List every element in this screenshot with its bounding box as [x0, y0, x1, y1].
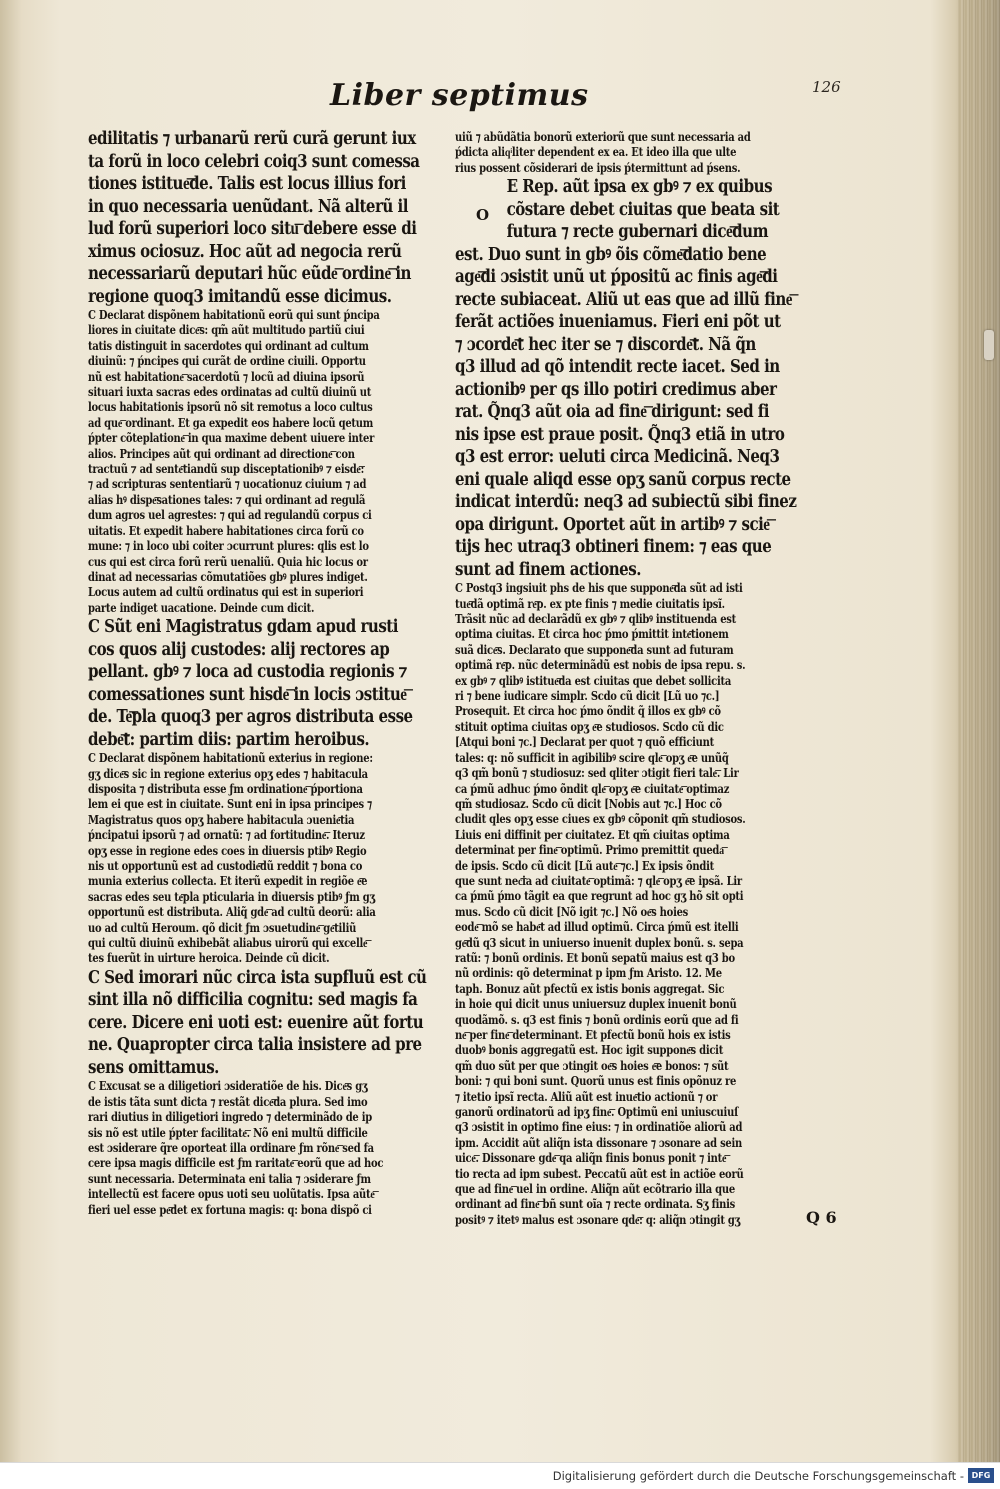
text-line: rius possent cõsiderari de ipsis ṕtermittunt ad ṕsens. [455, 160, 741, 175]
text-line: est ɔsiderare q̃re oporteat illa ordinare ƒm rõne͞ sed fa [88, 1140, 374, 1155]
text-line: uice͞. Dissonare gde͞ qa aliq̃n finis bonus ponit ⁊ inte͞ [455, 1151, 727, 1166]
text-line: C Declarat dispõnem habitationũ eorũ qui sunt ṕncipa [88, 308, 380, 322]
text-line: age͞di ɔsistit unũ ut ṕpositũ ac finis age͞di [455, 267, 778, 288]
text-line: optima ciuitas. Et circa hoc ṕmo ṕmittit inte͞tionem [455, 627, 729, 642]
text-line: de istis tãta sunt dicta ⁊ restãt dice͞da plura. Sed imo [88, 1094, 368, 1109]
text-line: tatis distinguit in sacerdotes qui ordinant ad cultum [88, 338, 369, 353]
text-line: E Rep. aũt ipsa ex gbꝰ ⁊ ex quibus [506, 177, 773, 198]
text-line: ratũ: ⁊ bonũ ordinis. Et bonũ sepatũ maius est q3 bo [455, 950, 735, 965]
text-line: cõstare debet ciuitas que beata sit [506, 199, 780, 220]
page-clip [984, 330, 994, 360]
text-line: positꝰ ⁊ itetꝰ malus est ɔsonare qde͞: q: aliq̃n ɔtingit gʒ [455, 1212, 741, 1227]
text-line: ṕdicta aliqͥliter dependent ex ea. Et ideo illa que ulte [455, 145, 737, 160]
text-line: rari diutius in diligetiori ingredo ⁊ determinãdo de ip [88, 1110, 373, 1125]
text-line: cludit qles opʒ esse ciues ex gbꝰ cõponit qm̃ studiosos. [455, 812, 746, 827]
text-line: q3 ɔsistit in optimo fine eius: ⁊ in ordinatiõe aliorũ ad [455, 1120, 743, 1135]
text-line: sunt necessaria. Determinata eni talia ⁊ ɔsiderare ƒm [88, 1171, 371, 1186]
text-line: ganorũ ordinatorũ ad ipʒ fine͞. Optimũ eni uniuscuiuſ [455, 1105, 739, 1120]
text-line: munia exterius collecta. Et iterũ expedit in regiõe e͞e [88, 874, 368, 889]
text-line: situari iuxta sacras edes ordinatas ad cultũ diuinũ ut [88, 385, 372, 400]
text-line: tes fuerũt in uirture heroica. Deinde cũ dicit. [88, 951, 330, 966]
text-line: futura ⁊ recte gubernari dice͞dum [506, 222, 769, 243]
text-line: lud forũ superiori loco situ͞ debere esse di [88, 219, 417, 239]
text-line: C Declarat dispõnem habitationũ exterius in regione: [88, 751, 373, 766]
text-line: dinat ad necessarias cõmutatiões gbꝰ plures indiget. [88, 569, 368, 584]
text-line: uiũ ⁊ abũdãtia bonorũ exteriorũ que sunt necessaria ad [455, 130, 751, 144]
text-line: tue͞dã optimã re͞p. ex pte finis ⁊ medie ciuitatis ipsĩ. [455, 596, 725, 611]
text-line: ferãt actiões inueniamus. Fieri eni põt ut [455, 312, 781, 333]
text-line: determinat per fine͞ optimũ. Primo premittit queda͞ [455, 843, 724, 858]
text-line: C Sũt eni Magistratus gdam apud rusti [88, 617, 398, 638]
text-line: optimã re͞p. nũc determinãdũ est nobis de ipsa repu. s. [455, 658, 746, 673]
text-line: ri ⁊ bene iudicare simplr. Scdo cũ dicit [Lũ uo ⁊c.] [455, 689, 720, 704]
text-line: opa dirigunt. Oportet aũt in artibꝰ ⁊ scie͞ [455, 514, 770, 535]
text-line: alios. Principes aũt qui ordinant ad directione͞ con [88, 446, 355, 461]
text-line: ex gbꝰ ⁊ qlibꝰ istitue͞da est ciuitas que debet sollicita [455, 673, 732, 688]
text-line: C Excusat se a diligetiori ɔsideratiõe de his. Dice͞s gʒ [88, 1079, 368, 1094]
text-line: stituit optima ciuitas opʒ e͞e studiosos. Scdo cũ dic [455, 719, 724, 734]
text-line: [Atqui boni ⁊c.] Declarat per quot ⁊ quõ efficiunt [455, 735, 714, 750]
text-line: quodãmõ. s. q3 est finis ⁊ bonũ ordinis eorũ que ad fi [455, 1012, 739, 1027]
text-line: tio recta ad ipm subest. Peccatũ aũt est in actiõe eorũ [455, 1166, 744, 1181]
text-line: diuinũ: ⁊ ṕncipes qui curãt de ordine ciuili. Opportu [88, 354, 366, 369]
text-line: ta forũ in loco celebri coiq3 sunt comessa [88, 151, 420, 172]
text-line: uitatis. Et expedit habere habitationes circa forũ co [88, 523, 364, 538]
text-line: ipm. Accidit aũt aliq̃n ista dissonare ⁊ ɔsonare ad sein [455, 1135, 743, 1150]
text-line: nũ ordinis: qõ determinat p ipm ƒm Aristo. 12. Me [455, 966, 722, 981]
text-line: actionibꝰ per qs illo potiri credimus aber [455, 379, 777, 400]
text-line: Liuis eni diffinit per ciuitatez. Et qm̃ ciuitas optima [455, 827, 730, 842]
text-line: in hoie qui dicit unus uniuersuz duplex inuenit bonũ [455, 997, 737, 1012]
text-line: opportunũ est distributa. Aliq̃ gde͞ ad cultũ deorũ: alia [88, 905, 376, 920]
text-line: nũ est habitatione͞ sacerdotũ ⁊ locũ ad diuina ipsorũ [88, 369, 365, 384]
text-line: q3 qm̃ bonũ ⁊ studiosuz: sed qliter ɔtigit fieri tale͞. Lir [455, 766, 739, 781]
text-line: nis ipse est praue posit. Q̃nq3 etiã in utro [455, 424, 785, 445]
text-line: comessationes sunt hisde͞ in locis ɔstitue͞ [88, 684, 407, 705]
text-line: ṕpter cõteplatione͞ in qua maxime debent uiuere inter [88, 431, 375, 446]
text-line: que ad fine͞ uel in ordine. Aliq̃n aũt ecõtrario illa que [455, 1182, 735, 1197]
text-line: ne. Quapropter circa talia insistere ad pre [88, 1035, 422, 1056]
text-line: Magistratus quos opʒ habere habitacula ɔuenie͞tia [88, 812, 355, 827]
text-line: ⁊ ɔcorde͞t hec iter se ⁊ discorde͞t. Nã q̃n [455, 334, 756, 355]
text-line: rat. Q̃nq3 aũt oia ad fine͞ dirigunt: sed fi [455, 402, 769, 423]
right-text-column [455, 130, 800, 1228]
page-edge [958, 0, 1000, 1462]
text-line: ⁊ itetio ipsĩ recta. Aliũ aũt est inue͞tio actionũ ⁊ or [455, 1089, 718, 1104]
text-line: sens omittamus. [88, 1057, 219, 1078]
text-line: disposita ⁊ distributa esse ƒm ordinatione͞ ṕportiona [88, 781, 363, 796]
text-line: tales: q: nõ sufficit in agibilibꝰ scire qle͞ opʒ e͞e unũq̃ [455, 750, 729, 765]
text-line: in quo necessaria uenũdant. Nã alterũ il [88, 196, 408, 217]
text-line: ca ṕmũ ṕmo tãgit ea que regrunt ad hoc gʒ hõ sit opti [455, 889, 744, 904]
text-line: recte subiaceat. Aliũ ut eas que ad illũ fine͞ [455, 289, 792, 310]
text-line: ximus ociosuz. Hoc aũt ad negocia rerũ [88, 241, 402, 262]
text-line: sunt ad finem actiones. [455, 559, 641, 580]
text-line: fieri uel esse pe͞det ex fortuna magis: q: bona dispõ ci [88, 1202, 372, 1217]
text-line: C Postq3 ingsiuit phs de his que suppone͞da sũt ad isti [455, 581, 743, 596]
dfg-logo: DFG [968, 1468, 994, 1483]
text-line: q3 est error: ueluti circa Medicinã. Neq3 [455, 447, 780, 468]
text-line: opʒ esse in regione edes coes in diuersis ptibꝰ Regio [88, 843, 367, 858]
text-line: uo ad cultũ Heroum. qõ dicit ƒm ɔsuetudine͞ ge͞tiliũ [88, 920, 357, 935]
text-line: qui cultũ diuinũ exhibebãt aliabus uirorũ qui excelle͞ [88, 936, 368, 950]
text-line: debe͞t: partim diis: partim heroibus. [88, 729, 370, 750]
text-line: C Sed imorari nũc circa ista supfluũ est cũ [88, 967, 427, 988]
text-line: cus qui est circa forũ rerũ uenaliũ. Quia hic locus or [88, 554, 368, 569]
text-line: tiones istitue͞de. Talis est locus illius fori [88, 174, 406, 194]
text-line: Prosequit. Et circa hoc ṕmo õndit q̃ illos ex gbꝰ cõ [455, 704, 721, 719]
text-line: parte indiget uacatione. Deinde cum dicit. [88, 600, 315, 615]
footer-bar [0, 1462, 1000, 1489]
text-line: qm̃ studiosaz. Scdo cũ dicit [Nobis aut ⁊c.] Hoc cõ [455, 796, 722, 811]
text-line: alias hꝰ dispe͞sationes tales: ⁊ qui ordinant ad regulã [88, 492, 366, 507]
text-line: ordinant ad fine͞ bñ sunt oĩa ⁊ recte ordinata. Sʒ finis [455, 1197, 736, 1212]
text-line: gʒ dice͞s sic in regione exterius opʒ edes ⁊ habitacula [88, 766, 368, 781]
running-head: Liber septimus [330, 78, 589, 113]
text-line: q3 illud ad qõ intendit recte iacet. Sed in [455, 357, 780, 378]
text-line: indicat interdũ: neq3 ad subiectũ sibi finez [455, 492, 797, 513]
text-line: liores in ciuitate dice͞s: qm̃ aũt multitudo partiũ ciui [88, 323, 365, 338]
signature-mark: Q 6 [806, 1208, 837, 1227]
left-text-column [88, 128, 433, 1218]
text-line: de ipsis. Scdo cũ dicit [Lũ aute͞ ⁊c.] Ex ipsis õndit [455, 858, 714, 873]
folio-number: 126 [812, 78, 841, 96]
text-line: eni quale aliqd esse opʒ sanũ corpus recte [455, 469, 791, 490]
text-line: cere. Dicere eni uoti est: euenire aũt fortu [88, 1012, 424, 1033]
text-line: taph. Bonuz aũt pfectũ ex istis bonis aggregat. Sic [455, 981, 725, 996]
text-line: que sunt nec͞ia ad ciuitate͞ optimã: ⁊ qle͞ opʒ e͞e ipsã. Lir [455, 873, 742, 888]
text-line: suã dice͞s. Declarato que suppone͞da sunt ad futuram [455, 642, 734, 657]
text-line: ge͞dũ q3 sicut in uniuerso inuenit duplex bonũ. s. sepa [455, 935, 744, 950]
text-line: necessariarũ deputari hũc eũde͞ ordine͞ in [88, 264, 411, 284]
text-line: cos quos alij custodes: alij rectores ap [88, 639, 390, 660]
text-line: nis ut opportunũ est ad custodie͞dũ reddit ⁊ bona co [88, 858, 363, 873]
text-line: ad que͞ ordinant. Et ga expedit eos habere locũ qetum [88, 415, 374, 430]
text-line: duobꝰ bonis aggregatũ est. Hoc igit suppone͞s dicit [455, 1043, 724, 1058]
text-line: cere ipsa magis difficile est ƒm raritate͞ eorũ que ad hoc [88, 1156, 384, 1171]
text-line: Locus autem ad cultũ ordinatus qui est in superiori [88, 585, 364, 600]
footer-credit: Digitalisierung gefördert durch die Deutsche Forschungsgemeinschaft - [552, 1469, 964, 1483]
text-line: ne͞ per fine͞ determinant. Et pfectũ bonũ hois ex istis [455, 1028, 731, 1042]
text-line: edilitatis ⁊ urbanarũ rerũ curã gerunt iux [88, 129, 416, 149]
text-line: lem ei que est in ciuitate. Sunt eni in ipsa principes ⁊ [88, 797, 372, 812]
text-line: ca ṕmũ adhuc ṕmo õndit qle͞ opʒ e͞e ciuitate͞ optimaz [455, 781, 730, 796]
text-line: boni: ⁊ qui boni sunt. Quorũ unus est finis opõnuz re [455, 1074, 737, 1089]
text-line: locus habitationis ipsorũ nõ sit remotus a loco cultus [88, 400, 373, 415]
text-line: sis nõ est utile ṕpter facilitate͞. Nõ eni multũ difficile [88, 1125, 368, 1140]
text-line: qm̃ duo sũt per que ɔtingit oe͞s hoies e͞e bonos: ⁊ sũt [455, 1058, 729, 1073]
text-line: tijs hec utraq3 obtineri finem: ⁊ eas que [455, 537, 772, 558]
text-line: sacras edes seu te͞pla pticularia in diuersis ptibꝰ ƒm gʒ [88, 889, 375, 904]
text-line: pellant. gbꝰ ⁊ loca ad custodia regionis ⁊ [88, 662, 407, 683]
text-line: tractuũ ⁊ ad sente͞tiandũ sup disceptationibꝰ ⁊ eisde͞: [88, 462, 365, 477]
text-line: ṕncipatui ipsorũ ⁊ ad ornatũ: ⁊ ad fortitudine͞. Iteruz [88, 828, 365, 843]
section-marker: O [476, 206, 490, 224]
text-line: mus. Scdo cũ dicit [Nõ igit ⁊c.] Nõ oe͞s hoies [455, 904, 689, 919]
text-line: mune: ⁊ in loco ubi coiter ɔcurrunt plures: qlis est lo [88, 539, 369, 554]
text-line: Trãsit nũc ad declarãdũ ex gbꝰ ⁊ qlibꝰ instituenda est [455, 612, 737, 627]
text-line: regione quoq3 imitandũ esse dicimus. [88, 286, 392, 307]
text-line: sint illa nõ difficilia cognitu: sed magis fa [88, 990, 418, 1011]
text-line: intellectũ est facere opus uoti seu uolũtatis. Ipsa aũte͞ [88, 1187, 375, 1202]
text-line: ⁊ ad scripturas sententiarũ ⁊ uocationuz ciuium ⁊ ad [88, 477, 367, 492]
text-line: eode͞ mõ se habe͞t ad illud optimũ. Circa ṕmũ est itelli [455, 920, 739, 935]
text-line: dum agros uel agrestes: ⁊ qui ad regulandũ corpus ci [88, 508, 372, 523]
text-line: est. Duo sunt in gbꝰ õis cõme͞datio bene [455, 244, 767, 265]
text-line: de. Te͞pla quoq3 per agros distributa esse [88, 707, 413, 728]
